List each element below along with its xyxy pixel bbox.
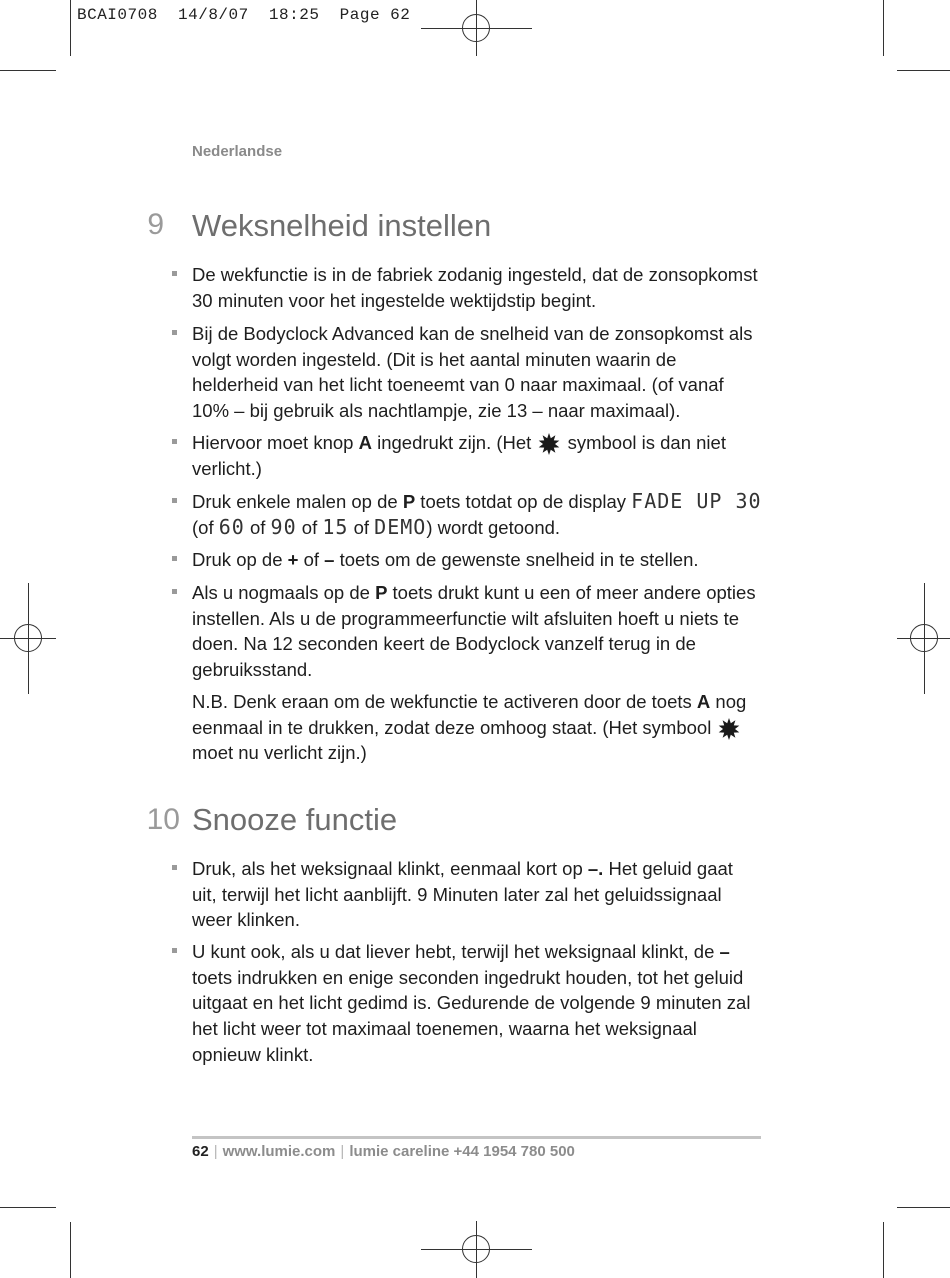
language-header: Nederlandse: [192, 143, 283, 160]
lcd-display-text: 60: [218, 514, 245, 539]
key-label: A: [358, 432, 372, 453]
key-label: +: [287, 549, 299, 570]
item-text: Druk, als het weksignaal klinkt, eenmaal kort op: [192, 858, 588, 879]
section-title: Weksnelheid instellen: [192, 208, 492, 243]
separator: |: [213, 1143, 218, 1160]
item-text: toets indrukken en enige seconden ingedrukt houden, tot het geluid uitgaat en het licht gedimd is. Gedurende de volgende 9 minuten zal het licht weer tot maximaal toenemen, waarna het weksignaal opnieuw klinkt.: [192, 966, 751, 1065]
bullet-marker: [172, 330, 177, 335]
section-title: Snooze functie: [192, 802, 398, 837]
item-text: nog eenmaal in te drukken, zodat deze omhoog staat. (Het symbool: [192, 691, 747, 738]
bullet-marker: [172, 865, 177, 870]
item-text: Bij de Bodyclock Advanced kan de snelheid van de zonsopkomst als volgt worden ingesteld. (Dit is het aantal minuten waarin de helderheid van het licht toeneemt van 0 naar maximaal. (of vanaf 10% – bij gebruik als nachtlampje, zie 13 – naar maximaal).: [192, 323, 753, 422]
careline-text: lumie careline +44 1954 780 500: [349, 1143, 575, 1160]
crop-mark: [883, 1222, 884, 1278]
registration-circle: [910, 624, 938, 652]
key-label: P: [375, 582, 388, 603]
key-label: –: [324, 549, 335, 570]
item-text: ingedrukt zijn. (Het: [371, 432, 537, 453]
bullet-marker: [172, 271, 177, 276]
crop-mark: [0, 70, 56, 71]
item-text: De wekfunctie is in de fabriek zodanig ingesteld, dat de zonsopkomst 30 minuten voor het ingestelde wektijdstip begint.: [192, 264, 758, 311]
item-text: toets drukt kunt u een of meer andere opties instellen. Als u de programmeerfunctie wilt afsluiten hoeft u niets te doen. Na 12 seconden keert de Bodyclock vanzelf terug in de gebruiksstand.: [192, 582, 756, 681]
lcd-display-text: FADE UP 30: [631, 489, 762, 513]
bullet-marker: [172, 439, 177, 444]
item-text: Druk enkele malen op de: [192, 491, 403, 512]
list-item: [192, 321, 762, 424]
crop-mark: [70, 1222, 71, 1278]
item-text: U kunt ook, als u dat liever hebt, terwijl het weksignaal klinkt, de: [192, 941, 720, 962]
item-text: of: [296, 516, 323, 538]
print-slug: BCAI0708 14/8/07 18:25 Page 62: [77, 6, 411, 24]
note-paragraph: [192, 689, 762, 766]
crop-mark: [897, 1207, 950, 1208]
lcd-display-text: 90: [270, 514, 297, 539]
key-label: A: [696, 691, 711, 712]
page-number: 62: [192, 1143, 209, 1160]
bullet-marker: [172, 498, 177, 503]
lcd-display-text: 15: [322, 514, 349, 539]
item-text: ) wordt getoond.: [426, 516, 561, 538]
item-text: Als u nogmaals op de: [192, 582, 376, 603]
item-text: moet nu verlicht zijn.): [192, 742, 367, 764]
item-text: toets om de gewenste snelheid in te stellen.: [334, 549, 699, 570]
key-label: –: [719, 941, 730, 962]
list-item: [192, 939, 762, 1068]
list-item: [192, 856, 762, 933]
website-link[interactable]: www.lumie.com: [222, 1143, 336, 1160]
item-text: of: [298, 549, 325, 570]
sun-icon: [718, 718, 740, 740]
separator: |: [340, 1143, 345, 1160]
item-text: of: [348, 516, 375, 538]
item-text: Hiervoor moet knop: [192, 432, 359, 453]
bullet-marker: [172, 556, 177, 561]
bullet-marker: [172, 948, 177, 953]
key-label: –.: [587, 858, 604, 879]
list-item: [192, 547, 762, 573]
sun-icon: [538, 433, 560, 455]
item-text: symbool is dan niet verlicht.): [192, 432, 726, 479]
item-text: Druk op de: [192, 549, 288, 570]
crop-mark: [897, 70, 950, 71]
list-item: [192, 262, 762, 313]
page-footer: [192, 1143, 575, 1160]
bullet-marker: [172, 589, 177, 594]
registration-circle: [14, 624, 42, 652]
item-text: toets totdat op de display: [415, 491, 632, 512]
footer-rule: [192, 1136, 761, 1139]
item-text: of: [244, 516, 271, 538]
key-label: P: [402, 491, 416, 512]
list-item: [192, 430, 762, 481]
registration-circle: [462, 1235, 490, 1263]
list-item: [192, 489, 762, 540]
crop-mark: [883, 0, 884, 56]
crop-mark: [0, 1207, 56, 1208]
item-text: (of: [192, 516, 219, 538]
list-item: [192, 580, 762, 683]
section-number: 10: [146, 803, 180, 836]
registration-circle: [462, 14, 490, 42]
lcd-display-text: DEMO: [374, 514, 427, 539]
item-text: N.B. Denk eraan om de wekfunctie te activeren door de toets: [192, 691, 697, 712]
item-text: Het geluid gaat uit, terwijl het licht aanblijft. 9 Minuten later zal het geluidssignaal weer klinken.: [192, 858, 733, 931]
section-number: 9: [147, 208, 164, 241]
crop-mark: [70, 0, 71, 56]
